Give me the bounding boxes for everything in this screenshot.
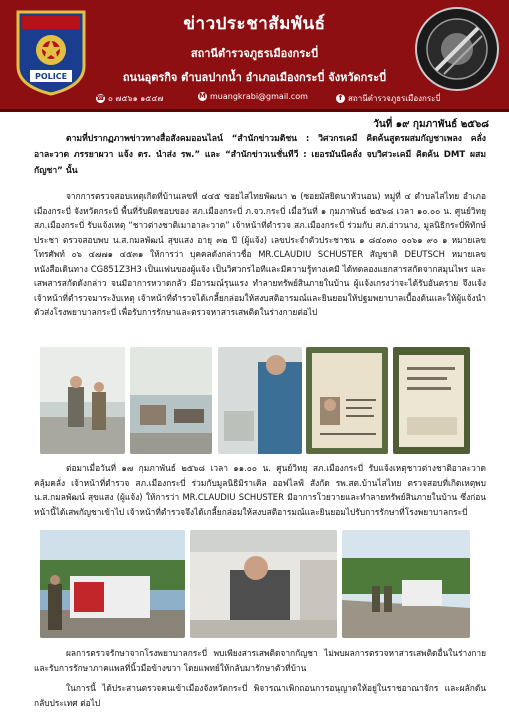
- paragraph-1: จากการตรวจสอบเหตุเกิดที่บ้านเลขที่ ๔๔๕ ซอยไสไทยพัฒนา ๒ (ซอยมัสยิดนาหัวนอน) หมู่ที่ ๔ ตำบลไสไทย อำเภอเมืองกระบี่ จังหวัดกระบี่ พื้นที่รับผิดชอบของ สภ.เมืองกระบี่ ภ.จว.กระบี่ เมื่อวันที่ ๑ กุมภาพันธ์ ๒๕๖๘ เวลา ๑๐.๐๐ น. ศูนย์วิทยุ สภ.เมืองกระบี่ รับแจ้งเหตุ “ชาวต่างชาติเมาอาละวาด” เจ้าหน้าที่ตำรวจ สภ.เมืองกระบี่ ร่วมกับ สภ.อ่าวนาง, มูลนิธิกระบี่พิทักษ์ประชา ตรวจสอบพบ น.ส.กมลพัฒน์ สุขแสง อายุ ๓๒ ปี (ผู้แจ้ง) เลขประจำตัวประชาชน ๑ ๘๔๐๓๐ ๐๐๖๑ ๙๐ ๑ หมายเลขโทรศัพท์ ๐๖ ๔๗๗๑ ๔๕๓๑ ให้การว่า บุคคลดังกล่าวชื่อ MR.CLAUDIU SCHUSTER สัญชาติ DEUTSCH หมายเลขหนังสือเดินทาง CG851Z3H3 เป็นแฟนของผู้แจ้ง เป็นวิศวกรไอทีและมีความรู้ทางเคมี ได้ทดลองแยกสารสกัดจากสมุนไพร และเสพสารสกัดดังกล่าว จนมีอาการหวาดกลัว มีอารมณ์รุนแรง ทำลายทรัพย์สินภายในบ้าน ผู้แจ้งเกรงว่าจะได้รับอันตราย จึงแจ้งเจ้าหน้าที่ตำรวจมาระงับเหตุ เจ้าหน้าที่ตำรวจได้เกลี้ยกล่อมให้สงบสติอารมณ์และยินยอมให้ปฐมพยาบาลเบื้องต้นและให้ผู้แจ้งนำตัวส่งโรงพยาบาลกระบี่ เพื่อรับการรักษาและตรวจหาสารเสพติดในร่างกายต่อไป: [34, 191, 486, 317]
- station-address: ถนนอุตรกิจ ตำบลปากน้ำ อำเภอเมืองกระบี่ จังหวัดกระบี่: [122, 71, 387, 84]
- paragraph-3: ผลการตรวจรักษาจากโรงพยาบาลกระบี่ พบเพียงสารเสพติดจากกัญชา ไม่พบผลการตรวจหาสารเสพติดอื่นในร่างกาย และรับการรักษาภาคแพลที่นิ้วมือข้างขวา โดยแพทย์ให้กลับมารักษาตัวที่บ้าน: [34, 648, 486, 673]
- svg-text:POLICE: POLICE: [34, 72, 68, 81]
- facebook-icon: f: [336, 94, 345, 103]
- phone-icon: ☎: [96, 94, 105, 102]
- email-address[interactable]: muangkrabi@gmail.com: [210, 92, 308, 101]
- police-seal-icon: [414, 6, 500, 92]
- ambulance-photo: [40, 530, 185, 638]
- station-name: สถานีตำรวจภูธรเมืองกระบี่: [190, 47, 319, 60]
- phone-contact: [96, 92, 163, 105]
- paragraph-4: ในการนี้ ได้ประสานตรวจคนเข้าเมืองจังหวัดกระบี่ พิจารณาเพิกถอนการอนุญาตให้อยู่ในราชอาณาจักร และผลักดันกลับประเทศ ต่อไป: [34, 683, 486, 708]
- paragraph-2: ต่อมาเมื่อวันที่ ๑๗ กุมภาพันธ์ ๒๕๖๘ เวลา ๑๑.๐๐ น. ศูนย์วิทยุ สภ.เมืองกระบี่ รับแจ้งเหตุชาวต่างชาติอาละวาด คลุ้มคลั่ง เจ้าหน้าที่ตำรวจ สภ.เมืองกระบี่ ร่วมกับมูลนิธิมิราเคิล ออฟไลฟ์ สังกัด รพ.สต.บ้านไสไทย ตรวจสอบที่เกิดเหตุพบ น.ส.กมลพัฒน์ สุขแสง (ผู้แจ้ง) ให้การว่า MR.CLAUDIU SCHUSTER มีอาการโวยวายและทำลายทรัพย์สินภายในบ้าน ซึ่งก่อนหน้านี้ได้เสพกัญชาเข้าไป เจ้าหน้าที่ตำรวจจึงได้เกลี้ยกล่อมให้สงบสติอารมณ์และยินยอมไปรับการรักษาที่โรงพยาบาลกระบี่: [34, 463, 486, 517]
- release-date: วันที่ ๑๙ กุมภาพันธ์ ๒๕๖๘: [373, 119, 489, 130]
- scene-photo-3: [218, 347, 302, 454]
- ambulance-interior-photo: [190, 530, 337, 638]
- email-contact[interactable]: [198, 92, 308, 101]
- scene-photo-1: [40, 347, 125, 454]
- road-scene-photo: [342, 530, 470, 638]
- facebook-page[interactable]: สถานีตำรวจภูธรเมืองกระบี่: [348, 94, 441, 103]
- page-title: ข่าวประชาสัมพันธ์: [183, 14, 326, 34]
- letterhead: [0, 0, 509, 112]
- passport-photo-1: [306, 347, 388, 454]
- phone-number: ๐ ๗๕๖๑ ๑๕๔๗: [108, 94, 164, 103]
- passport-photo-2: [393, 347, 470, 454]
- scene-photo-2: [130, 347, 212, 454]
- contact-row: [0, 92, 509, 106]
- facebook-contact[interactable]: [336, 92, 441, 105]
- intro-paragraph: ตามที่ปรากฏภาพข่าวทางสื่อสังคมออนไลน์ “สำนักข่าวมติชน : วิศวกรเคมี คิดค้นสูตรผสมกัญชาเพลง คลั่งอาละวาด ภรรยาผวา แจ้ง ตร. นำส่ง รพ.” และ “สำนักข่าวเนชั่นทีวี : เยอรมันนีคลั่ง จบวิศวะเคมี คิดค้น DMT ผสมกัญชา” นั้น: [34, 134, 486, 176]
- mail-icon: M: [199, 92, 206, 100]
